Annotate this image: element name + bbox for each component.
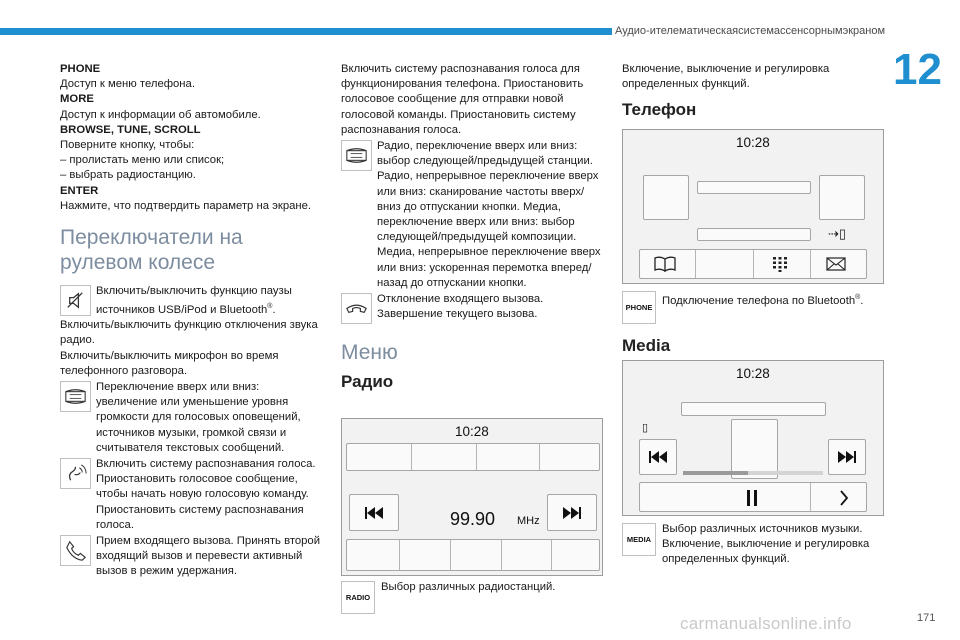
next-track-icon (838, 451, 856, 463)
browse-item: – выбрать радиостанцию. (60, 169, 196, 182)
intro-text: Включение, выключение и регулировка определенных функций. (622, 63, 830, 91)
progress-fill (683, 471, 748, 475)
browse-item: – пролистать меню или список; (60, 154, 225, 167)
call-entry (60, 534, 322, 580)
watermark: carmanualsonline.info (680, 614, 852, 633)
phone-left-button[interactable] (643, 175, 689, 220)
browse-label: BROWSE, TUNE, SCROLL (60, 123, 201, 136)
volume-entry (60, 380, 322, 456)
media-heading: Media (622, 336, 671, 355)
phone-clock: 10:28 (736, 135, 770, 150)
mute-text: Включить/выключить функцию паузы источников USB/iPod и Bluetooth (96, 285, 292, 316)
browse-desc: Поверните кнопку, чтобы: (60, 139, 195, 152)
page-number: 171 (917, 612, 936, 624)
media-entry (622, 522, 884, 568)
mute-dot: . (272, 304, 276, 316)
phone-badge: PHONE (622, 291, 656, 324)
radio-entry (341, 580, 603, 610)
column-1 (60, 62, 322, 580)
column-2 (341, 62, 603, 390)
next-track-icon (563, 507, 581, 519)
phone-field-top[interactable] (697, 181, 811, 194)
radio-frequency: 99.90 (450, 509, 496, 529)
phone-entry (622, 290, 884, 353)
tuner-entry (341, 139, 603, 291)
phone-entry-row (622, 290, 884, 320)
more-label: MORE (60, 93, 94, 106)
radio-clock: 10:28 (455, 424, 489, 439)
voice-text: Включить систему распознавания голоса. Приостановить голосовое сообщение, чтобы начать новую голосовую команду. Приостановить систему распознавания голоса. (96, 458, 316, 531)
mute-text-2: Включить/выключить функцию отключения звука радио. (60, 319, 318, 347)
phone-hangup-icon (341, 293, 372, 324)
media-text: Выбор различных источников музыки. Включение, выключение и регулировка определенных функций. (662, 523, 870, 566)
phone-label: PHONE (60, 63, 101, 75)
chapter-number: 12 (893, 45, 942, 94)
section-heading: Переключатели на рулевом колесе (60, 226, 243, 275)
phone-connect-icon[interactable]: ⇢▯ (828, 226, 847, 241)
phone-screen (622, 129, 884, 284)
voice-entry (60, 457, 322, 533)
phone-menu-bar[interactable] (639, 249, 867, 279)
previous-track-icon (365, 507, 383, 519)
menu-heading: Меню (341, 341, 398, 365)
mute-icon (60, 285, 91, 316)
progress-bar[interactable] (683, 471, 823, 475)
enter-desc: Нажмите, что подтвердить параметр на экране. (60, 199, 312, 212)
call-text: Прием входящего вызова. Принять второй входящий вызов и перевести активный вызов в режим удержания. (96, 535, 321, 578)
phone-answer-icon (60, 535, 91, 566)
envelope-icon (826, 257, 846, 271)
phone-field-bottom[interactable] (697, 228, 811, 241)
previous-button[interactable] (349, 494, 399, 531)
media-title-field (681, 402, 826, 416)
tuner-text: Радио, переключение вверх или вниз: выбор следующей/предыдущей станции. Радио, непрерывное переключение вверх или вниз: сканирование частоты вверх/вниз до отпускании кнопки. Медиа, переключение вверх или вниз: выбор следующей/предыдущей композиции. Медиа, непрерывное переключение вверх или вниз: ускоренная перемотка вперед/назад до отпускании кнопки. (377, 140, 601, 289)
volume-text: Переключение вверх или вниз: увеличение или уменьшение уровня громкости для голосовых оповещений, источников музыки, громкой связи и считывателя текстовых сообщений. (96, 381, 301, 454)
previous-track-icon (649, 451, 667, 463)
media-previous-button[interactable] (639, 439, 677, 475)
frequency-unit: MHz (517, 515, 540, 527)
radio-badge: RADIO (341, 581, 375, 614)
header-accent-bar (0, 28, 612, 35)
book-icon (654, 256, 676, 272)
column-3 (622, 62, 884, 118)
media-screen (622, 360, 884, 516)
registered-mark: ® (855, 294, 861, 301)
phone-dot: . (860, 294, 864, 307)
media-control-bar[interactable] (639, 482, 867, 512)
radio-text: Выбор различных радиостанций. (381, 581, 556, 593)
enter-label: ENTER (60, 184, 99, 197)
registered-mark: ® (267, 303, 273, 311)
radio-entry-row (341, 580, 603, 610)
mute-text-3: Включить/выключить микрофон во время телефонного разговора. (60, 349, 279, 377)
album-art (731, 419, 778, 479)
phone-small-icon: ▯ (642, 422, 649, 434)
next-button[interactable] (547, 494, 597, 531)
media-clock: 10:28 (736, 366, 770, 381)
radio-preset-bar[interactable] (346, 443, 600, 471)
voice-phone-text: Включить систему распознавания голоса для функционирования телефона. Приостановить голосовое сообщение для отправки новой голосовой команды. Приостановить систему распознавания голоса. (341, 63, 584, 136)
phone-heading: Телефон (622, 100, 697, 120)
hangup-text: Отклонение входящего вызова. Завершение текущего вызова. (377, 293, 544, 321)
mute-entry (60, 284, 322, 318)
phone-text: Подключение телефона по Bluetooth (662, 294, 856, 307)
voice-command-icon (60, 458, 91, 489)
more-desc: Доступ к информации об автомобиле. (60, 108, 261, 121)
radio-screen (341, 418, 603, 576)
media-next-button[interactable] (828, 439, 866, 475)
phone-right-button[interactable] (819, 175, 865, 220)
media-entry-row (622, 522, 884, 568)
radio-menu-bar[interactable] (346, 539, 600, 571)
pause-icon (746, 490, 758, 506)
chevron-right-icon (839, 490, 849, 506)
keypad-icon (772, 256, 788, 272)
radio-heading: Радио (341, 372, 394, 392)
volume-rocker-icon (60, 381, 91, 412)
section-title: Аудио-ителематическаясистемассенсорнымэкраном (615, 25, 886, 37)
tuner-rocker-icon (341, 140, 372, 171)
hangup-entry (341, 292, 603, 322)
media-badge: MEDIA (622, 523, 656, 556)
phone-desc: Доступ к меню телефона. (60, 78, 195, 91)
